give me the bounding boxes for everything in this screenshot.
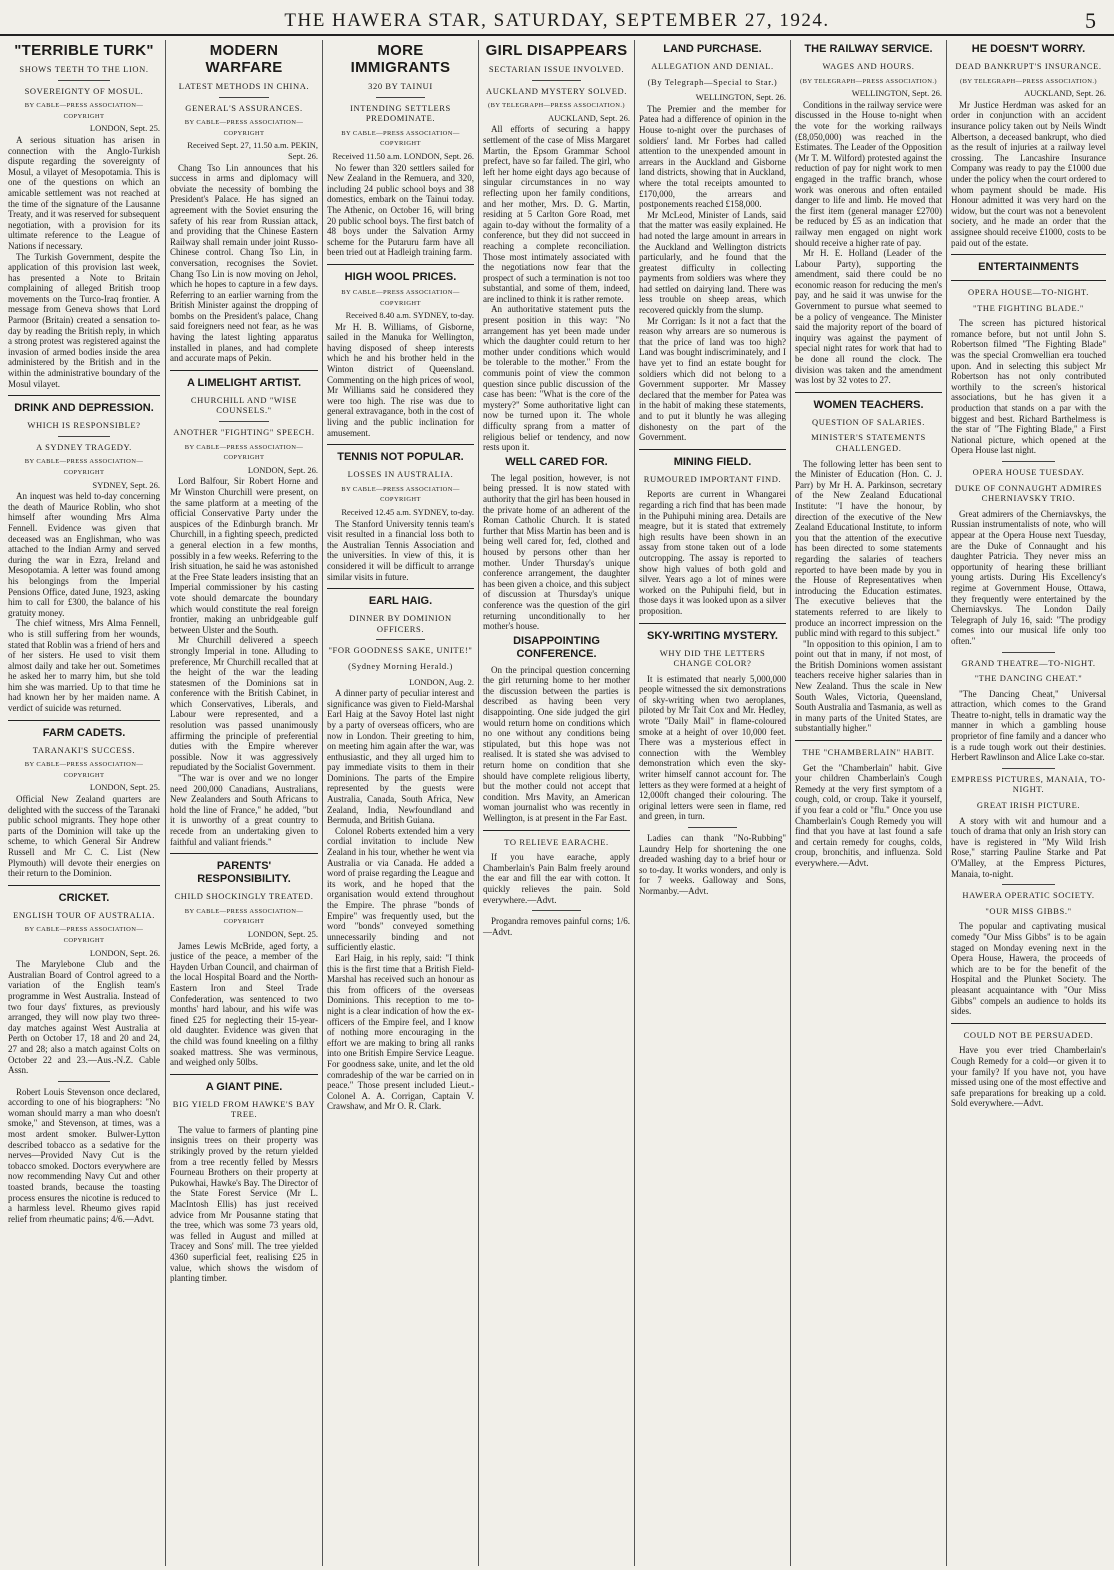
column-4 bbox=[479, 40, 634, 1566]
dateline: SYDNEY, Sept. 26. bbox=[92, 479, 160, 490]
article-paragraph: A serious situation has arisen in connection with the Anglo-Turkish dispute regarding the sovereignty of Mosul, a vilayet of Mesopotamia. This is one of the questions on which an amicable settlement was not reached at the time of the signature of the Lausanne Treaty, and it was reserved for subsequent negotiation, with a provision for its ultimate reference to the League of Nations if necessary. bbox=[8, 134, 160, 251]
dateline: LONDON, Sept. 25. bbox=[247, 928, 318, 939]
wire-credit: BY CABLE—PRESS ASSOCIATION—COPYRIGHT bbox=[24, 761, 144, 779]
dateline: AUCKLAND, Sept. 26. bbox=[548, 112, 630, 123]
dateline: LONDON, Aug. 2. bbox=[409, 676, 474, 687]
divider bbox=[951, 280, 1106, 281]
advertisement-heading: THE "CHAMBERLAIN" HABIT. bbox=[802, 747, 935, 758]
article-paragraph: The screen has pictured historical romance before, but not until John S. Robertson filmed "The Fighting Blade" was the special Cromwellian era touched upon. And in selecting this subject Mr Robertson has not only contributed worthily to the screen's historical associations, but he has given it a production that stands on a par with the biggest and best. Richard Barthelmess is the star of "The Fighting Blade," a First National picture, which opened at the Opera House last night. bbox=[951, 318, 1106, 456]
subheading: BIG YIELD FROM HAWKE'S BAY TREE. bbox=[172, 1098, 316, 1120]
headline: TENNIS NOT POPULAR. bbox=[337, 451, 464, 464]
divider bbox=[1002, 461, 1055, 462]
section-heading: ENTERTAINMENTS bbox=[978, 261, 1079, 274]
article-paragraph: "In opposition to this opinion, I am to point out that in many, if not most, of the British Dominions women assistant teachers receive higher salaries than in New Zealand. Thus the scale in New South Wales, Victoria, Queensland, South Australia and Tasmania, as well as in many parts of the United States, are substantially higher." bbox=[795, 638, 942, 734]
wire-credit: BY CABLE—PRESS ASSOCIATION—COPYRIGHT bbox=[24, 458, 144, 476]
divider bbox=[639, 623, 786, 624]
advertisement: Get the "Chamberlain" habit. Give your children Chamberlain's Cough Remedy at the very first symptom of a cough, cold, or croup. Take it yourself, if you fear a cold or "flu." Once you use Chamberlain's Cough Remedy you will find that you have at last found a safe and certain remedy for coughs, colds, croup, bronchitis, and influenza. Sold everywhere.—Advt. bbox=[795, 762, 942, 868]
divider bbox=[376, 97, 426, 98]
divider bbox=[1002, 652, 1055, 653]
masthead bbox=[0, 6, 1114, 36]
article-paragraph: Mr H. B. Williams, of Gisborne, sailed in the Manuka for Wellington, having disposed of sheep interests which he and his brother held in the Winton district of Queensland. Commenting on the high prices of wool, Mr Williams said he considered they were too high. The rise was due to general extravagance, both in the cost of living and the public inclination for amusement. bbox=[327, 321, 474, 438]
subheading: DUKE OF CONNAUGHT ADMIRES CHERNIAVSKY TRIO. bbox=[954, 482, 1103, 504]
divider bbox=[58, 1081, 110, 1082]
subheading: OPERA HOUSE—TO-NIGHT. bbox=[968, 287, 1089, 298]
subheading: 320 BY TAINUI bbox=[368, 81, 433, 91]
wire-credit: BY CABLE—PRESS ASSOCIATION—COPYRIGHT bbox=[341, 288, 460, 307]
headline: A GIANT PINE. bbox=[205, 1080, 283, 1093]
column-7 bbox=[947, 40, 1110, 1566]
dateline: Received Sept. 27, 11.50 a.m. PEKIN, Sept. 26. bbox=[187, 140, 318, 161]
headline: DRINK AND DEPRESSION. bbox=[14, 402, 154, 415]
article-paragraph: It is estimated that nearly 5,000,000 people witnessed the six demonstrations of sky-writing when two aeroplanes, piloted by Mr Tait Cox and Mr. Hedley, wrote "Daily Mail" in flame-coloured smoke at a height of over 10,000 feet. There was a mysterious effect in connection with the Wembley demonstration which even the sky-writer himself cannot account for. The letters as they were formed at a height of 12,000ft changed their colouring. The original letters were seen in flame, red and green, in turn. bbox=[639, 673, 786, 822]
article-paragraph: Mr H. E. Holland (Leader of the Labour Party), supporting the amendment, said there could be no economic reason for reducing the men's pay, and he said it was unwise for the Government to pursue what seemed to be a policy of vengeance. The Minister said the majority report of the board of inquiry was against the payment of special night rates for work that had to be done all round the clock. The division was taken and the amendment was lost by 32 votes to 27. bbox=[795, 248, 942, 386]
subheading: WHICH IS RESPONSIBLE? bbox=[27, 420, 141, 431]
headline: MINING FIELD. bbox=[673, 455, 752, 468]
wire-credit: BY CABLE—PRESS ASSOCIATION—COPYRIGHT bbox=[24, 926, 144, 944]
subheading: MINISTER'S STATEMENTS CHALLENGED. bbox=[811, 432, 926, 453]
article-paragraph: The following letter has been sent to the Minister of Education (Hon. C. J. Parr) by Mr H. A. Parkinson, secretary of the New Zealand Educational Institute: "I have the honour, by direction of the executive of the New Zealand Educational Institute, to inform you that the attention of the executive has been directed to some statements regarding the salaries of teachers reported to have been made by you in the House of Representatives when introducing the Education estimates. The executive believes that the statements referred to are likely to produce an incorrect impression on the public mind with regard to this subject." bbox=[795, 458, 942, 639]
divider bbox=[1002, 768, 1055, 769]
headline: PARENTS' RESPONSIBILITY. bbox=[197, 860, 291, 886]
subheading: AUCKLAND MYSTERY SOLVED. bbox=[485, 85, 628, 96]
headline: A LIMELIGHT ARTIST. bbox=[186, 376, 302, 389]
advertisement-heading: TO RELIEVE EARACHE. bbox=[504, 836, 609, 847]
subheading: GREAT IRISH PICTURE. bbox=[976, 800, 1081, 811]
dateline: AUCKLAND, Sept. 26. bbox=[1024, 88, 1106, 99]
wire-credit: (BY TELEGRAPH—PRESS ASSOCIATION.) bbox=[488, 102, 625, 110]
subheading: "FOR GOODNESS SAKE, UNITE!" bbox=[328, 645, 473, 656]
article-paragraph: Mr Justice Herdman was asked for an order in conjunction with an accident insurance policy taken out by Neils Windt Albertson, a deceased bankrupt, who died as the result of injuries at a railway level crossing. The Lancashire Insurance Company was ready to pay the £1000 due under the policy when the court ordered to whom payment should be made. His Honour admitted it was very hard on the widow, but the court was not a benevolent society, and he made an order that the assignee should receive £1000, costs to be paid out of the estate. bbox=[951, 99, 1106, 248]
article-paragraph: Mr Churchill delivered a speech strongly Imperial in tone. Alluding to preference, Mr Churchill recalled that at the height of the war the leading statesmen of the Dominions sat in conference with the British Cabinet, in which Conservatives, Liberals, and Labour were represented, and a resolution was passed unanimously affirming the principle of preferential duties with the Empire wherever possible. Now it was aggressively repudiated by the Socialist Government. bbox=[170, 635, 318, 773]
subheading: WHY DID THE LETTERS CHANGE COLOR? bbox=[659, 647, 766, 669]
dateline: WELLINGTON, Sept. 26. bbox=[851, 88, 942, 99]
article-paragraph: An authoritative statement puts the present position in this way: "No arrangement has yet been made under which the daughter could return to her mother under conditions which would be tolerable to the mother." From the communis point of view the common question since public discussion of the case has been: "What is the core of the mystery?" Some authoritative light can now be turned upon it. The whole difficulty sprang from a matter of religious belief or tendency, and now rests upon it. bbox=[483, 304, 630, 453]
divider bbox=[58, 80, 110, 81]
article-paragraph: Great admirers of the Cherniavskys, the Russian instrumentalists of note, who will appear at the Opera House next Tuesday, are the Duke of Connaught and his daughter Patricia. They never miss an opportunity of hearing these brilliant young artists. During His Excellency's regime at Government House, Ottawa, they frequently were entertained by the Cherniavskys. The London Daily Telegraph of July 16, said: "The prodigy comes into our musical life only too often." bbox=[951, 508, 1106, 646]
divider bbox=[8, 395, 160, 396]
article-paragraph: Official New Zealand quarters are delighted with the success of the Taranaki public school migrants. They hope other parts of the Dominion will take up the scheme, to which General Sir Andrew Russell and Mr C. C. List (New Plymouth) will devote their energies on their return to the Dominion. bbox=[8, 794, 160, 879]
subheading: EMPRESS PICTURES, MANAIA, TO-NIGHT. bbox=[951, 773, 1106, 795]
subheading: RUMOURED IMPORTANT FIND. bbox=[643, 473, 782, 484]
article-paragraph: An inquest was held to-day concerning the death of Maurice Roblin, who shot himself after wounding Mrs Alma Fennell. Evidence was given that deceased was an Englishman, who was attached to the Indian Army and served during the war in Ezra, Ireland and Mesopotamia. A letter was found among his belongings from the Imperial Pensions Office, dated June, 1923, asking him to call for £300, the balance of his gratuity money. bbox=[8, 491, 160, 618]
wire-credit: (By Telegraph—Special to Star.) bbox=[647, 76, 778, 87]
headline: CRICKET. bbox=[58, 891, 110, 904]
headline: THE RAILWAY SERVICE. bbox=[804, 43, 933, 55]
dateline: LONDON, Sept. 25. bbox=[89, 782, 160, 793]
column-6 bbox=[791, 40, 946, 1566]
subheading: SECTARIAN ISSUE INVOLVED. bbox=[488, 64, 625, 74]
dateline: LONDON, Sept. 26. bbox=[89, 947, 160, 958]
subheading: CHURCHILL AND "WISE COUNSELS." bbox=[190, 394, 298, 416]
article-paragraph: The chief witness, Mrs Alma Fennell, who is still suffering from her wounds, stated that Roblin was a friend of hers and of her sisters. He used to visit them almost daily and take her out. Sometimes he asked her to marry him, but she told him she was married. Up to that time he had known her by her maiden name. A verdict of suicide was returned. bbox=[8, 618, 160, 714]
divider bbox=[532, 910, 582, 911]
subheading: A SYDNEY TRAGEDY. bbox=[36, 441, 132, 452]
subheading: WAGES AND HOURS. bbox=[822, 61, 915, 71]
wire-credit: BY CABLE—PRESS ASSOCIATION—COPYRIGHT bbox=[341, 129, 460, 148]
dateline: Received 8.40 a.m. SYDNEY, to-day. bbox=[345, 310, 474, 321]
divider bbox=[376, 639, 426, 640]
subheading: TARANAKI'S SUCCESS. bbox=[32, 744, 136, 755]
subheading: "THE DANCING CHEAT." bbox=[974, 673, 1083, 684]
section-heading: DISAPPOINTING CONFERENCE. bbox=[513, 634, 600, 660]
divider bbox=[483, 830, 630, 831]
subheading: "OUR MISS GIBBS." bbox=[985, 905, 1072, 916]
subheading: DINNER BY DOMINION OFFICERS. bbox=[349, 613, 452, 634]
subheading: ENGLISH TOUR OF AUSTRALIA. bbox=[13, 909, 155, 920]
article-paragraph: "The war is over and we no longer need 200,000 Canadians, Australians, New Zealanders and South Africans to hold the line of France," he added, "but it is unworthy of a great country to recede from an undertaking given to faithful and valiant friends." bbox=[170, 773, 318, 847]
column-1 bbox=[4, 40, 164, 1566]
divider bbox=[951, 1023, 1106, 1024]
article-paragraph: On the principal question concerning the girl returning home to her mother the discussion between the parties is described as having been very disappointing. One side judged the girl would return home on conditions which no one without any conditions being stipulated, but this hope was not realised. It is stated she was advised to return home on condition that she should have complete religious liberty, but the mother could not accept that condition. Mrs Mavity, an American woman journalist who was recently in Wellington, is at present in the Far East. bbox=[483, 664, 630, 823]
headline: "TERRIBLE TURK" bbox=[14, 42, 154, 59]
divider bbox=[327, 444, 474, 445]
divider bbox=[327, 588, 474, 589]
divider bbox=[170, 1074, 318, 1075]
divider bbox=[795, 740, 942, 741]
article-paragraph: The Stanford University tennis team's visit resulted in a financial loss both to the Australian Tennis Association and the universities. In view of this, it is considered it will be difficult to arrange similar visits in future. bbox=[327, 518, 474, 582]
advertisement: Ladies can thank "No-Rubbing" Laundry Help for shortening the one dreaded washing day to a brief hour or so to-day. It works wonders, and only is for 7 weeks. Galloway and Sons, Normanby.—Advt. bbox=[639, 833, 786, 896]
article-paragraph: Lord Balfour, Sir Robert Horne and Mr Winston Churchill were present, on the same platform at a meeting of the official Conservative Party under the auspices of the Edinburgh branch. Mr Churchill, in a fighting speech, predicted a general election in a few months, possibly in a few weeks. Referring to the Irish situation, he said he was astonished at the Free State leaders insisting that an Imperial commissioner by his casting vote should demarcate the boundary which would constitute the real foreign frontier, making an unbridgeable gulf between Ulster and the South. bbox=[170, 476, 318, 635]
divider bbox=[327, 264, 474, 265]
advertisement: Have you ever tried Chamberlain's Cough Remedy for a cold—or given it to your family? If you have not, you have missed using one of the most effective and safe preparations for breaking up a cold. Sold everywhere.—Advt. bbox=[951, 1045, 1106, 1109]
headline: MODERN WARFARE bbox=[205, 42, 283, 76]
article-paragraph: The legal position, however, is not being pressed. It is now stated with authority that the girl has been housed in the private home of an adherent of the Roman Catholic Church. It is stated further that Miss Martin has been and is being well cared for, fed, clothed and housed by persons other than her mother. Under Thursday's unique conference arrangement, the daughter has been given a choice, and this subject of discussion at Thursday's unique conference was the question of the girl returning unconditionally to her mother's house. bbox=[483, 472, 630, 632]
article-paragraph: Earl Haig, in his reply, said: "I think this is the first time that a British Field-Marshal has received such an honour as this from officers of the overseas Dominions. This reception to me to-night is a clear indication of how the ex-officers of the Empire feel, and I know of nothing more encouraging in the effort we are making to bring all ranks into one British Empire Service League. For goodness sake, unite, and let the old comradeship of the war be carried on in peace." Those present included Lieut.-Colonel A. A. Corrigan, Captain V. Crawshaw, and Mr O. R. Clark. bbox=[327, 952, 474, 1112]
subheading: "THE FIGHTING BLADE." bbox=[973, 302, 1084, 313]
masthead-title: THE HAWERA STAR, SATURDAY, SEPTEMBER 27, 1924. bbox=[284, 10, 830, 31]
divider bbox=[219, 421, 269, 422]
subheading: SHOWS TEETH TO THE LION. bbox=[19, 64, 149, 74]
subheading: LOSSES IN AUSTRALIA. bbox=[347, 469, 454, 480]
headline: GIRL DISAPPEARS bbox=[485, 42, 628, 59]
article-paragraph: The popular and captivating musical comedy "Our Miss Gibbs" is to be again staged on Monday evening next in the Opera House, Hawera, the proceeds of which are to be for the benefit of the Hospital and the Plunket Society. The pleasant acquaintance with "Our Miss Gibbs" compels an audience to holds its sides. bbox=[951, 921, 1106, 1017]
subheading: ANOTHER "FIGHTING" SPEECH. bbox=[173, 427, 315, 438]
divider bbox=[688, 827, 738, 828]
divider bbox=[219, 97, 269, 98]
divider bbox=[1002, 884, 1055, 885]
divider bbox=[639, 449, 786, 450]
divider bbox=[170, 853, 318, 854]
column-3 bbox=[323, 40, 478, 1566]
divider bbox=[8, 885, 160, 886]
advertisement: If you have earache, apply Chamberlain's Pain Balm freely around the ear and fill the ear with cotton. It quickly relieves the pain. Sold everywhere.—Advt. bbox=[483, 852, 630, 905]
wire-credit: BY CABLE—PRESS ASSOCIATION—COPYRIGHT bbox=[184, 907, 304, 926]
headline: LAND PURCHASE. bbox=[663, 43, 762, 55]
dateline: LONDON, Sept. 26. bbox=[247, 464, 318, 475]
divider bbox=[8, 720, 160, 721]
dateline: Received 11.50 a.m. LONDON, Sept. 26. bbox=[332, 150, 474, 161]
article-paragraph: Mr McLeod, Minister of Lands, said that the matter was easily explained. He had noted the large amount in arrears in the Auckland and Wellington districts particularly, and he found that the greatest difficulty in collecting payments from soldiers was where they had settled on dairying land. There was less trouble on sheep areas, which recovered quickly from the slump. bbox=[639, 209, 786, 316]
wire-credit: (BY TELEGRAPH—PRESS ASSOCIATION.) bbox=[800, 77, 937, 85]
subheading: SOVEREIGNTY OF MOSUL. bbox=[24, 85, 144, 96]
article-paragraph: James Lewis McBride, aged forty, a justice of the peace, a member of the Hayden Urban Council, and chairman of the local Hospital Board and the North-Eastern Iron and Steel Trade Confederation, was sentenced to two months' hard labour, and his wife was fined £25 for neglecting their 15-year-old daughter. Evidence was given that the child was found kneeling on a filthy soaked mattress. She was verminous, and weighed only 50lbs. bbox=[170, 940, 318, 1068]
dateline: WELLINGTON, Sept. 26. bbox=[695, 92, 786, 103]
article-paragraph: All efforts of securing a happy settlement of the case of Miss Margaret Martin, the Epsom Grammar School prefect, have so far failed. The girl, who left her home eight days ago because of singular circumstances in no way reflecting upon her family conditions, and her mother, Mrs. D. G. Martin, residing at 5 Carlton Gore Road, met again to-day without the formality of a conference, but they did not succeed in reaching a complete reconciliation. Those most intimately associated with the negotiations now fear that the prospect of such a termination is not too substantial, and some of them, indeed, are inclined to think it is rather remote. bbox=[483, 124, 630, 304]
divider bbox=[532, 80, 582, 81]
headline: EARL HAIG. bbox=[368, 595, 433, 608]
subheading: HAWERA OPERATIC SOCIETY. bbox=[962, 890, 1095, 901]
divider bbox=[170, 370, 318, 371]
headline: FARM CADETS. bbox=[42, 726, 126, 739]
divider bbox=[795, 392, 942, 393]
subheading: CHILD SHOCKINGLY TREATED. bbox=[174, 891, 314, 902]
article-paragraph: Conditions in the railway service were discussed in the House to-night when the vote for the working railways (£8,050,000) was reached in the Estimates. The Leader of the Opposition (Mr T. M. Wilford) protested against the reduction of pay for night work to men engaged in the traffic branch, whose work was onerous and often entailed danger to life and limb. He moved that the first item (general manager £2700) be reduced by £5 as an indication that railway men engaged on night work should receive a higher rate of pay. bbox=[795, 99, 942, 248]
article-paragraph: Mr Corrigan: Is it not a fact that the reason why arrears are so numerous is that the price of land was too high? Land was bought indiscriminately, and I have yet to find an estate bought for soldiers which did not belong to a Government supporter. Mr Massey declared that the member for Patea was in the habit of making these statements, and to put it bluntly he was alleging dishonesty on the part of the Government. bbox=[639, 315, 786, 443]
article-paragraph: No fewer than 320 settlers sailed for New Zealand in the Remuera, and 320, including 24 public school boys and 38 domestics, embark on the Tainui today. The Athenic, on October 16, will bring 20 public school boys. The first batch of 48 boys under the Salvation Army scheme for the Putaruru farm have all been tried out at Hadleigh training farm. bbox=[327, 162, 474, 258]
article-paragraph: A dinner party of peculiar interest and significance was given to Field-Marshal Earl Haig at the Savoy Hotel last night by a party of overseas officers, who are now in London. Their greeting to him, on meeting him again after the war, was enthusiastic, and they all urged him to pay immediate visits to them in their Dominions. The parts of the Empire represented by the guests were Australia, Canada, South Africa, New Zealand, India, Newfoundland and Bermuda, and British Guiana. bbox=[327, 688, 474, 826]
divider bbox=[58, 436, 110, 437]
divider bbox=[951, 254, 1106, 255]
subheading: OPERA HOUSE TUESDAY. bbox=[972, 467, 1085, 477]
headline: HIGH WOOL PRICES. bbox=[344, 270, 457, 283]
wire-credit: BY CABLE—PRESS ASSOCIATION—COPYRIGHT bbox=[24, 102, 144, 120]
subheading: (Sydney Morning Herald.) bbox=[348, 660, 453, 671]
headline: SKY-WRITING MYSTERY. bbox=[647, 629, 778, 642]
advertisement: Progandra removes painful corns; 1/6.—Advt. bbox=[483, 916, 630, 937]
column-2 bbox=[166, 40, 322, 1566]
article-paragraph: The Turkish Government, despite the application of this provision last week, has presented a Note to Britain complaining of alleged British troop movements on the Turco-Iraq frontier. A message from Geneva shows that Lord Parmoor (Britain) created a sensation to-day by reading the British reply, in which a strong protest was registered against the invasion of armed bodies inside the area administered by the British and in the within the administrative boundary of the Mosul vilayet. bbox=[8, 251, 160, 389]
wire-credit: BY CABLE—PRESS ASSOCIATION—COPYRIGHT bbox=[341, 485, 460, 504]
article-paragraph: The value to farmers of planting pine insignis trees on their property was strikingly proved by the return yielded from a tree recently felled by Messrs Fourneau Brothers on their property at Pukowhai, Hawke's Bay. The Director of the State Forest Service (Mr L. MacIntosh Ellis) has just received advice from Mr Pousanne stating that the tree, which was some 73 years old, was felled in August and milled at Tracey and Sons' mill. The tree yielded 4360 superficial feet, realising £25 in value, which shows the wisdom of planting timber. bbox=[170, 1124, 318, 1284]
section-heading: WELL CARED FOR. bbox=[505, 455, 608, 468]
dateline: LONDON, Sept. 25. bbox=[89, 123, 160, 134]
wire-credit: BY CABLE—PRESS ASSOCIATION—COPYRIGHT bbox=[184, 443, 304, 462]
subheading: GRAND THEATRE—TO-NIGHT. bbox=[961, 657, 1096, 668]
dateline: Received 12.45 a.m. SYDNEY, to-day. bbox=[341, 507, 474, 517]
subheading: QUESTION OF SALARIES. bbox=[812, 416, 925, 427]
article-paragraph: Chang Tso Lin announces that his success in arms and diplomacy will obviate the necessity of bombing the President's Palace. He has signed an agreement with the Soviet ensuring the safety of his rear from Russian attack, and providing that the Chinese Eastern Railway shall remain under joint Russo-Chinese control. Chang Tso Lin, in conversation, recognises the Soviet. Chang Tso Lin is now moving on Jehol, which he hopes to capture in a few days. Referring to an earlier warning from the British Minister against the dropping of bombs on the President's palace, Chang said foreigners need not fear, as he was having the latest lighting apparatus installed in planes, and had complete and accurate maps of Pekin. bbox=[170, 162, 318, 364]
article-paragraph: "The Dancing Cheat," Universal attraction, which comes to the Grand Theatre to-night, tells in dramatic way the manner in which a gambling house proprietor of fine family and a dancer who is a rude tough work out their destinies. Herbert Rawlinson and Alice Lake co-star. bbox=[951, 688, 1106, 763]
headline: WOMEN TEACHERS. bbox=[813, 398, 924, 411]
subheading: ALLEGATION AND DENIAL. bbox=[651, 61, 774, 71]
advertisement: Robert Louis Stevenson once declared, according to one of his biographers: "No woman should marry a man who doesn't smoke," and Stevenson, at times, was a most ardent smoker. Bulwer-Lytton described tobacco as a sedative for the nerves—Provided Navy Cut is the tobacco smoked. Doctors everywhere are now recommending Navy Cut and other toasted brands, because the toasting process ensures the nicotine is reduced to a harmless level. Rheumo gives rapid relief from rheumatic pains; 4/6.—Advt. bbox=[8, 1086, 160, 1224]
article-paragraph: Colonel Roberts extended him a very cordial invitation to include New Zealand in his tour, whether he went via Australia or via Canada. He added a word of praise regarding the League and its work, and he hoped that the organisation would extend throughout the Empire. The phrase "bonds of Empire" was frequently used, but the word "bonds" conveyed something unnecessarily binding and not sufficiently elastic. bbox=[327, 825, 474, 953]
advertisement-heading: COULD NOT BE PERSUADED. bbox=[963, 1029, 1094, 1040]
column-5 bbox=[635, 40, 790, 1566]
wire-credit: BY CABLE—PRESS ASSOCIATION—COPYRIGHT bbox=[184, 119, 304, 137]
headline: HE DOESN'T WORRY. bbox=[971, 43, 1086, 55]
article-paragraph: A story with wit and humour and a touch of drama that only an Irish story can have is registered in "My Wild Irish Rose," starring Pauline Starke and Pat O'Malley, at the Empress Pictures, Manaia, to-night. bbox=[951, 815, 1106, 879]
subheading: LATEST METHODS IN CHINA. bbox=[178, 81, 310, 91]
article-paragraph: Reports are current in Whangarei regarding a rich find that has been made in the Puhipuhi mining area. Details are meagre, but it is stated that extremely high results have been shown in an assay from stone taken out of a lode outcropping. The assay is reported to show high values of both gold and silver. Years ago a lot of mines were worked on the Puhipuhi field, but in those days it was looked upon as a silver proposition. bbox=[639, 489, 786, 616]
article-paragraph: The Premier and the member for Patea had a difference of opinion in the House to-night over the purchases of soldiers' land. Mr Forbes had called attention to the unexpended amount in arrears in the Auckland and Gisborne land districts, showing that in Auckland, where the total receipts amounted to £170,000, the arrears and postponements reached £158,000. bbox=[639, 103, 786, 210]
subheading: INTENDING SETTLERS PREDOMINATE. bbox=[350, 102, 451, 124]
wire-credit: (BY TELEGRAPH—PRESS ASSOCIATION.) bbox=[960, 77, 1097, 85]
page-number: 5 bbox=[1085, 8, 1096, 33]
headline: MORE IMMIGRANTS bbox=[350, 42, 451, 76]
subheading: GENERAL'S ASSURANCES. bbox=[185, 102, 303, 113]
subheading: DEAD BANKRUPT'S INSURANCE. bbox=[955, 61, 1102, 71]
article-paragraph: The Marylebone Club and the Australian Board of Control agreed to a variation of the English team's programme in West Australia. Instead of two four days' fixtures, as previously arranged, they will now play two three-day matches against West Australia at Perth on October 17, 18 and 20 and 24, 27 and 28; also a match against Colts on October 22 and 23.—Aus.-N.Z. Cable Assn. bbox=[8, 959, 160, 1076]
